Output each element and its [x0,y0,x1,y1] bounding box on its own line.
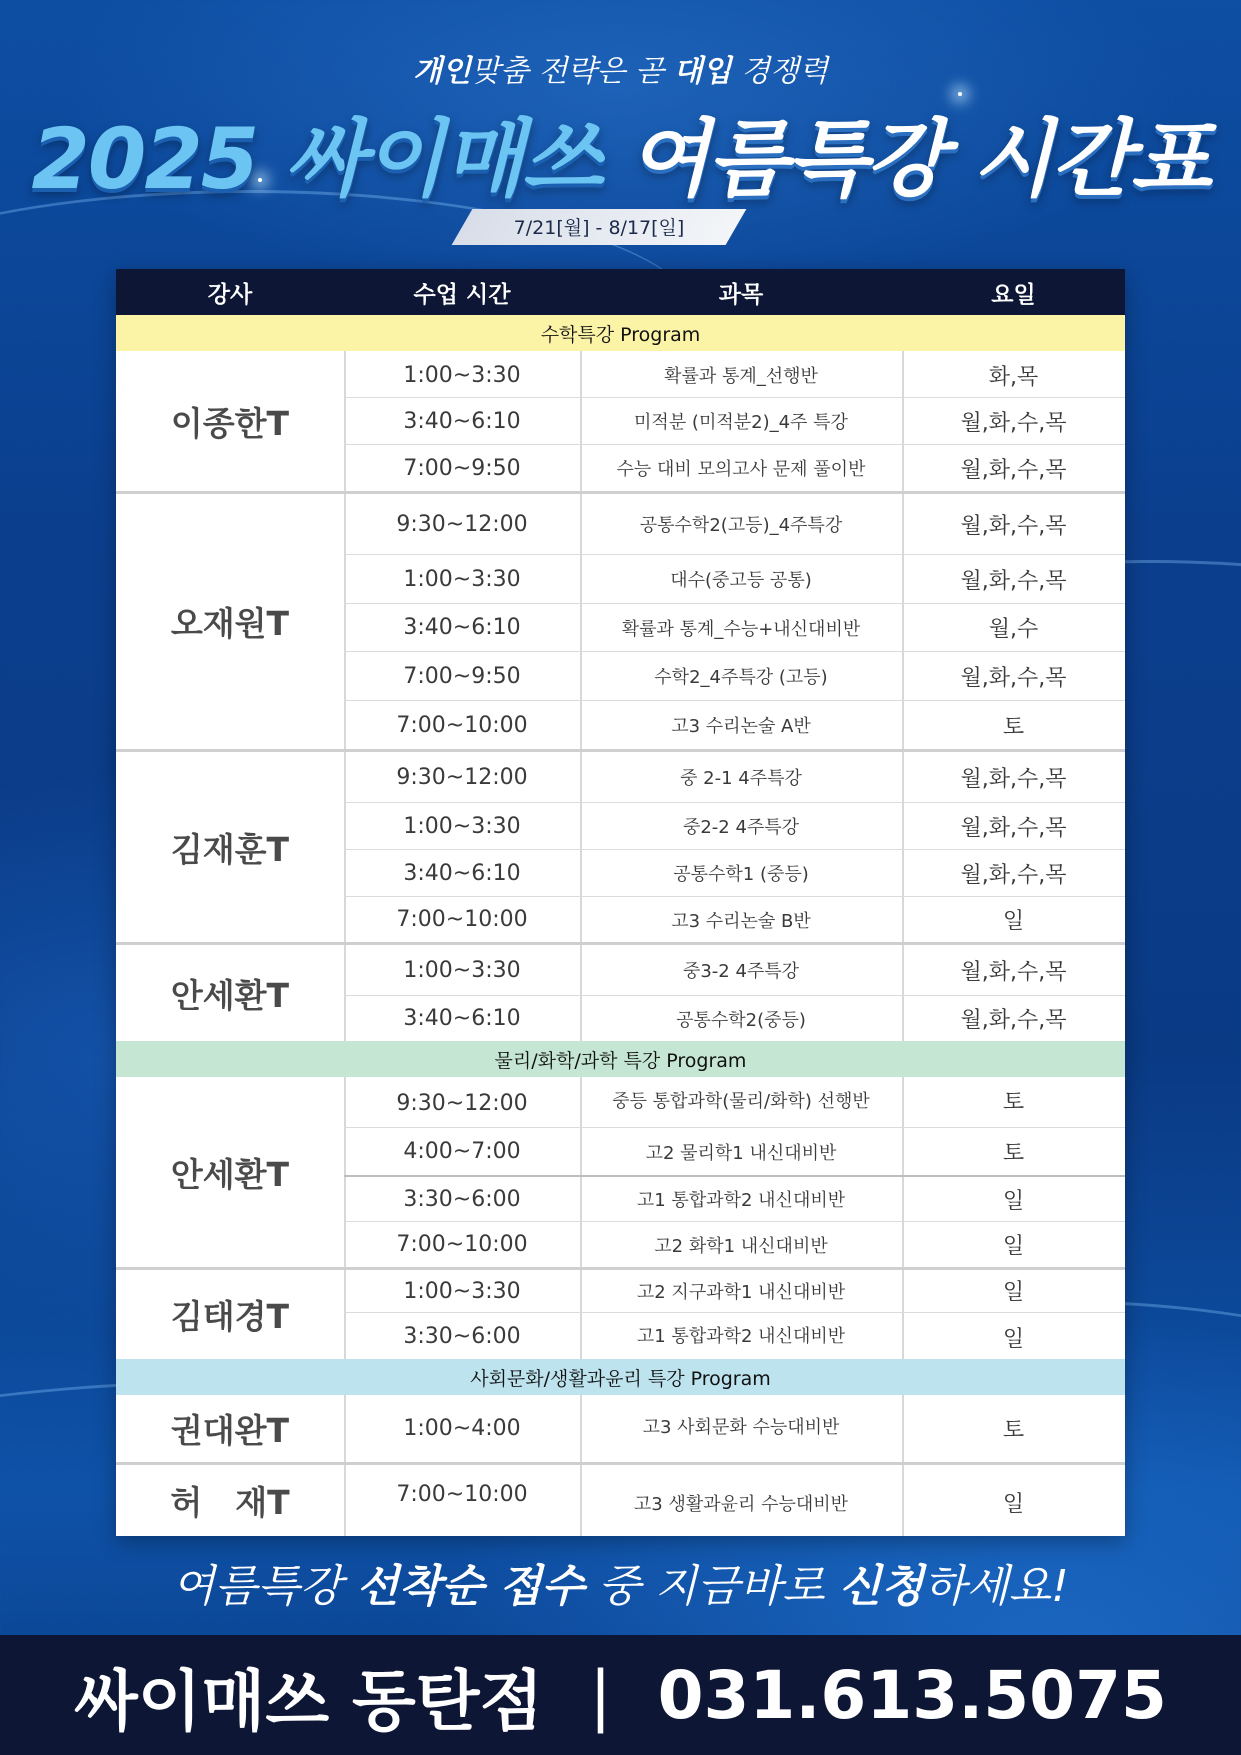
class-subject: 고3 수리논술 A반 [671,716,811,737]
class-days: 일 [1002,1188,1025,1214]
title-program: 여름특강 시간표 [628,110,1210,208]
class-time: 3:40~6:10 [403,408,521,434]
date-range: 7/21[월] - 8/17[일] [513,217,685,239]
class-subject: 확률과 통계_선행반 [664,366,818,387]
table-header-row [116,269,1125,315]
class-days: 월,화,수,목 [960,457,1067,483]
class-subject: 미적분 (미적분2)_4주 특강 [634,412,848,433]
class-days: 화,목 [988,364,1039,390]
class-subject: 중등 통합과학(물리/화학) 선행반 [612,1091,870,1112]
class-days: 토 [1002,714,1025,740]
schedule-table [116,269,1125,1536]
class-subject: 대수(중고등 공통) [670,570,812,591]
teacher-name: 김태경T [170,1297,290,1336]
class-time: 1:00~4:00 [403,1416,521,1441]
class-time: 4:00~7:00 [403,1139,521,1164]
class-time: 1:00~3:30 [403,566,521,592]
tagline: 개인맞춤 전략은 곧 대입 경쟁력 [413,54,828,89]
class-time: 1:00~3:30 [403,957,521,983]
class-subject: 공통수학1 (중등) [673,864,809,885]
header-teacher: 강사 [207,281,253,308]
class-time: 7:00~10:00 [396,907,528,932]
teacher-name: 김재훈T [170,829,290,869]
row-divider [116,1462,1125,1465]
class-subject: 수학2_4주특강 (고등) [654,667,828,688]
class-time: 3:40~6:10 [403,615,521,640]
call-to-action: 여름특강 선착순 접수 중 지금바로 신청하세요! [172,1561,1069,1612]
class-time: 3:40~6:10 [403,860,521,886]
class-subject: 고2 물리학1 내신대비반 [645,1142,837,1164]
class-time: 7:00~10:00 [396,1232,528,1257]
class-subject: 고1 통합과학2 내신대비반 [636,1326,846,1347]
class-time: 7:00~10:00 [396,712,528,738]
class-days: 월,화,수,목 [960,862,1067,888]
banner-social-program: 사회문화/생활과윤리 특강 Program [116,1359,1125,1395]
class-time: 7:00~9:50 [403,663,521,689]
footer-separator: | [589,1656,612,1734]
class-days: 일 [1002,1492,1025,1517]
class-days: 월,화,수,목 [960,513,1067,539]
class-days: 월,화,수,목 [960,766,1067,792]
class-days: 일 [1002,909,1025,934]
class-subject: 중2-2 4주특강 [682,817,800,838]
banner-science-program: 물리/화학/과학 특강 Program [116,1041,1125,1077]
class-time: 9:30~12:00 [396,511,528,537]
class-time: 7:00~10:00 [396,1481,528,1507]
class-days: 월,화,수,목 [960,665,1067,691]
class-days: 일 [1002,1279,1025,1305]
teacher-name: 허 재T [170,1483,290,1522]
class-days: 월,화,수,목 [960,815,1067,841]
class-days: 월,화,수,목 [960,410,1067,436]
class-days: 토 [1002,1418,1025,1443]
class-subject: 고1 통합과학2 내신대비반 [636,1190,846,1211]
class-time: 1:00~3:30 [403,1278,521,1304]
class-subject: 고3 생활과윤리 수능대비반 [633,1493,849,1515]
class-subject: 확률과 통계_수능+내신대비반 [621,618,861,640]
class-days: 일 [1002,1234,1025,1259]
header-days: 요일 [991,281,1036,308]
class-subject: 고3 사회문화 수능대비반 [642,1417,840,1438]
class-days: 월,수 [988,617,1039,642]
branch-name: 싸이매쓰 동탄점 [74,1662,544,1740]
class-subject: 고3 수리논술 B반 [671,910,811,932]
class-days: 일 [1002,1326,1025,1352]
class-time: 3:40~6:10 [403,1006,521,1031]
teacher-name: 오재원T [170,604,290,643]
footer-bar [0,1635,1241,1755]
class-subject: 중3-2 4주특강 [682,961,800,982]
class-time: 1:00~3:30 [403,813,521,839]
class-days: 토 [1002,1089,1025,1115]
class-subject: 수능 대비 모의고사 문제 풀이반 [616,459,866,480]
class-time: 1:00~3:30 [403,362,521,388]
teacher-name: 권대완T [170,1411,290,1450]
page-title [0,92,1241,213]
banner-math-program: 수학특강 Program [116,315,1125,351]
class-time: 3:30~6:00 [403,1323,521,1349]
class-time: 9:30~12:00 [396,764,528,790]
class-subject: 공통수학2(중등) [676,1009,806,1031]
title-year-brand: 2025 싸이매쓰 [31,110,602,208]
class-days: 월,화,수,목 [960,1008,1067,1033]
class-time: 3:30~6:00 [403,1186,521,1212]
class-days: 토 [1002,1141,1025,1166]
class-days: 월,화,수,목 [960,959,1067,985]
class-subject: 고2 화학1 내신대비반 [654,1235,828,1257]
class-days: 월,화,수,목 [960,568,1067,594]
header-subject: 과목 [718,281,764,308]
teacher-name: 안세환T [170,975,290,1015]
phone-number: 031.613.5075 [657,1656,1167,1734]
header-time: 수업 시간 [413,281,511,308]
teacher-name: 이종한T [170,403,290,443]
class-time: 9:30~12:00 [396,1090,528,1116]
class-time: 7:00~9:50 [403,455,521,481]
class-subject: 중 2-1 4주특강 [680,768,802,789]
class-subject: 고2 지구과학1 내신대비반 [636,1282,846,1303]
class-subject: 공통수학2(고등)_4주특강 [639,515,843,536]
teacher-name: 안세환T [170,1154,290,1194]
